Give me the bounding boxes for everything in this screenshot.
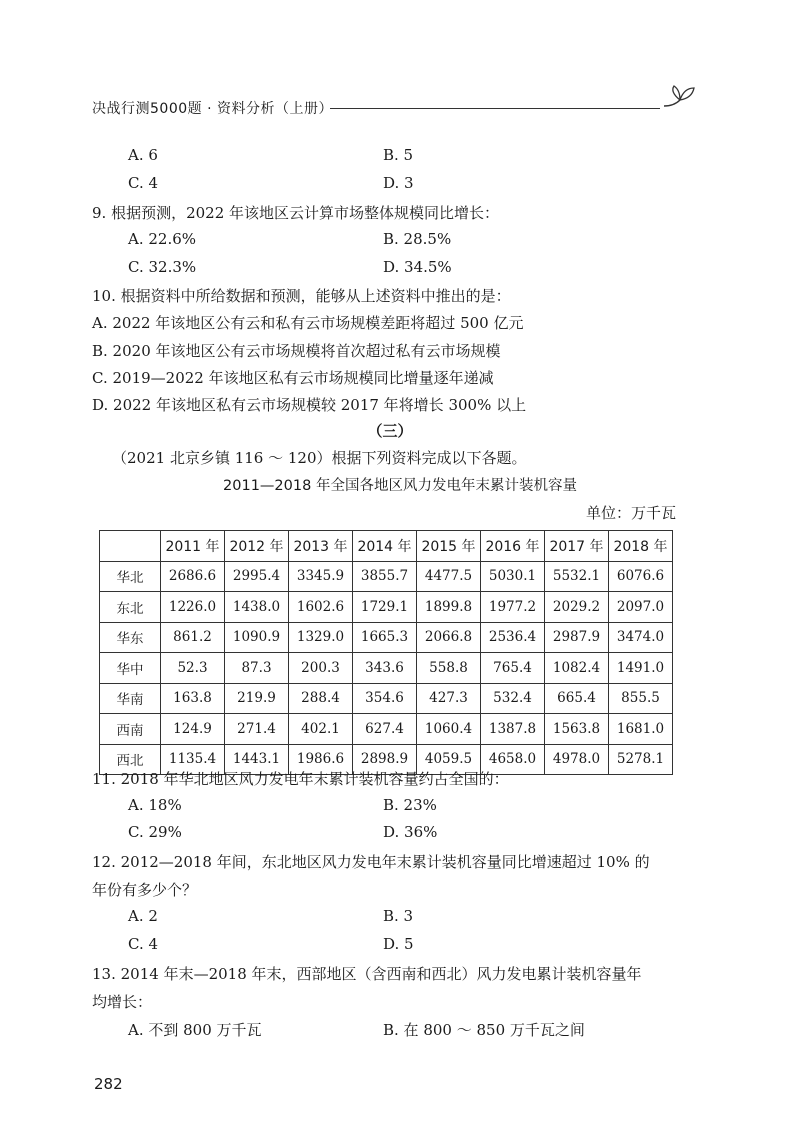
table-header-cell bbox=[100, 531, 161, 562]
table-row bbox=[100, 683, 673, 714]
header-rule bbox=[330, 108, 660, 109]
table-row bbox=[100, 622, 673, 653]
q10-option-a: A. 2022 年该地区公有云和私有云市场规模差距将超过 500 亿元 bbox=[92, 314, 524, 332]
table-cell: 665.4 bbox=[545, 683, 609, 714]
table-title: 2011—2018 年全国各地区风力发电年末累计装机容量 bbox=[223, 478, 577, 494]
q9-option-c: C. 32.3% bbox=[128, 258, 197, 276]
table-cell: 1681.0 bbox=[609, 714, 673, 745]
table-cell: 2995.4 bbox=[225, 561, 289, 592]
q11-option-b: B. 23% bbox=[383, 796, 437, 814]
table-cell: 5278.1 bbox=[609, 744, 673, 775]
table-cell: 1986.6 bbox=[289, 744, 353, 775]
row-label: 西南 bbox=[100, 714, 161, 745]
table-row bbox=[100, 561, 673, 592]
q12-option-a: A. 2 bbox=[128, 907, 158, 925]
table-cell: 200.3 bbox=[289, 653, 353, 684]
table-cell: 855.5 bbox=[609, 683, 673, 714]
q8-option-b: B. 5 bbox=[383, 146, 414, 164]
table-cell: 1563.8 bbox=[545, 714, 609, 745]
page-number: 282 bbox=[94, 1075, 123, 1093]
table-cell: 1977.2 bbox=[481, 592, 545, 623]
section-heading: （三） bbox=[367, 422, 413, 440]
table-cell: 1491.0 bbox=[609, 653, 673, 684]
table-cell: 1060.4 bbox=[417, 714, 481, 745]
table-cell: 354.6 bbox=[353, 683, 417, 714]
q8-option-d: D. 3 bbox=[383, 174, 414, 192]
table-cell: 1602.6 bbox=[289, 592, 353, 623]
table-cell: 6076.6 bbox=[609, 561, 673, 592]
q13-option-a: A. 不到 800 万千瓦 bbox=[128, 1021, 262, 1039]
table-cell: 1226.0 bbox=[161, 592, 225, 623]
table-cell: 1387.8 bbox=[481, 714, 545, 745]
q13-stem-line2: 均增长： bbox=[92, 993, 153, 1011]
table-cell: 1729.1 bbox=[353, 592, 417, 623]
table-cell: 4978.0 bbox=[545, 744, 609, 775]
table-header-row bbox=[100, 531, 673, 562]
table-cell: 1082.4 bbox=[545, 653, 609, 684]
q9-option-d: D. 34.5% bbox=[383, 258, 452, 276]
table-cell: 427.3 bbox=[417, 683, 481, 714]
row-label: 华北 bbox=[100, 561, 161, 592]
row-label: 东北 bbox=[100, 592, 161, 623]
table-row bbox=[100, 714, 673, 745]
data-table bbox=[99, 530, 673, 775]
q13-option-b: B. 在 800 ～ 850 万千瓦之间 bbox=[383, 1021, 585, 1039]
table-cell: 558.8 bbox=[417, 653, 481, 684]
table-header-cell: 2014 年 bbox=[353, 531, 417, 562]
q9-option-b: B. 28.5% bbox=[383, 230, 452, 248]
table-cell: 2898.9 bbox=[353, 744, 417, 775]
row-label: 华南 bbox=[100, 683, 161, 714]
table-cell: 2987.9 bbox=[545, 622, 609, 653]
table-header-cell: 2018 年 bbox=[609, 531, 673, 562]
table-cell: 4658.0 bbox=[481, 744, 545, 775]
row-label: 华中 bbox=[100, 653, 161, 684]
q12-option-d: D. 5 bbox=[383, 935, 414, 953]
table-cell: 5030.1 bbox=[481, 561, 545, 592]
table-header-cell: 2011 年 bbox=[161, 531, 225, 562]
table-row bbox=[100, 653, 673, 684]
q9-stem: 9. 根据预测，2022 年该地区云计算市场整体规模同比增长： bbox=[92, 204, 500, 222]
table-cell: 2686.6 bbox=[161, 561, 225, 592]
table-cell: 1665.3 bbox=[353, 622, 417, 653]
intro-text: （2021 北京乡镇 116 ～ 120）根据下列资料完成以下各题。 bbox=[112, 449, 527, 467]
table-cell: 402.1 bbox=[289, 714, 353, 745]
table-cell: 219.9 bbox=[225, 683, 289, 714]
table-cell: 4477.5 bbox=[417, 561, 481, 592]
table-header-cell: 2016 年 bbox=[481, 531, 545, 562]
q12-option-c: C. 4 bbox=[128, 935, 159, 953]
table-cell: 52.3 bbox=[161, 653, 225, 684]
table-cell: 163.8 bbox=[161, 683, 225, 714]
q12-stem-line1: 12. 2012—2018 年间，东北地区风力发电年末累计装机容量同比增速超过 10% 的 bbox=[92, 853, 650, 871]
q10-option-b: B. 2020 年该地区公有云市场规模将首次超过私有云市场规模 bbox=[92, 342, 501, 360]
table-cell: 1443.1 bbox=[225, 744, 289, 775]
table-header-cell: 2013 年 bbox=[289, 531, 353, 562]
q11-option-a: A. 18% bbox=[128, 796, 182, 814]
q12-stem-line2: 年份有多少个？ bbox=[92, 881, 198, 899]
table-header-cell: 2017 年 bbox=[545, 531, 609, 562]
table-cell: 2536.4 bbox=[481, 622, 545, 653]
table-cell: 1090.9 bbox=[225, 622, 289, 653]
q12-option-b: B. 3 bbox=[383, 907, 414, 925]
table-cell: 1438.0 bbox=[225, 592, 289, 623]
table-header-cell: 2012 年 bbox=[225, 531, 289, 562]
running-header: 决战行测5000题 · 资料分析（上册） bbox=[92, 101, 333, 117]
table-cell: 861.2 bbox=[161, 622, 225, 653]
table-cell: 3474.0 bbox=[609, 622, 673, 653]
table-cell: 124.9 bbox=[161, 714, 225, 745]
q11-option-c: C. 29% bbox=[128, 823, 182, 841]
table-row bbox=[100, 592, 673, 623]
table-cell: 1899.8 bbox=[417, 592, 481, 623]
table-cell: 271.4 bbox=[225, 714, 289, 745]
table-cell: 1135.4 bbox=[161, 744, 225, 775]
table-cell: 2029.2 bbox=[545, 592, 609, 623]
q11-stem: 11. 2018 年华北地区风力发电年末累计装机容量约占全国的： bbox=[92, 770, 509, 788]
table-cell: 627.4 bbox=[353, 714, 417, 745]
sprout-icon bbox=[660, 80, 700, 112]
q13-stem-line1: 13. 2014 年末—2018 年末，西部地区（含西南和西北）风力发电累计装机容量年 bbox=[92, 965, 642, 983]
table-cell: 2066.8 bbox=[417, 622, 481, 653]
table-cell: 288.4 bbox=[289, 683, 353, 714]
q11-option-d: D. 36% bbox=[383, 823, 438, 841]
table-cell: 3855.7 bbox=[353, 561, 417, 592]
q10-option-c: C. 2019—2022 年该地区私有云市场规模同比增量逐年递减 bbox=[92, 369, 494, 387]
table-cell: 3345.9 bbox=[289, 561, 353, 592]
q8-option-a: A. 6 bbox=[128, 146, 158, 164]
table-cell: 1329.0 bbox=[289, 622, 353, 653]
table-cell: 5532.1 bbox=[545, 561, 609, 592]
q10-stem: 10. 根据资料中所给数据和预测，能够从上述资料中推出的是： bbox=[92, 287, 511, 305]
q9-option-a: A. 22.6% bbox=[128, 230, 197, 248]
table-unit: 单位：万千瓦 bbox=[585, 504, 676, 522]
table-cell: 87.3 bbox=[225, 653, 289, 684]
table-cell: 532.4 bbox=[481, 683, 545, 714]
table-cell: 4059.5 bbox=[417, 744, 481, 775]
table-cell: 765.4 bbox=[481, 653, 545, 684]
q10-option-d: D. 2022 年该地区私有云市场规模较 2017 年将增长 300% 以上 bbox=[92, 396, 527, 414]
row-label: 华东 bbox=[100, 622, 161, 653]
table-cell: 2097.0 bbox=[609, 592, 673, 623]
table-header-cell: 2015 年 bbox=[417, 531, 481, 562]
q8-option-c: C. 4 bbox=[128, 174, 159, 192]
row-label: 西北 bbox=[100, 744, 161, 775]
table-cell: 343.6 bbox=[353, 653, 417, 684]
